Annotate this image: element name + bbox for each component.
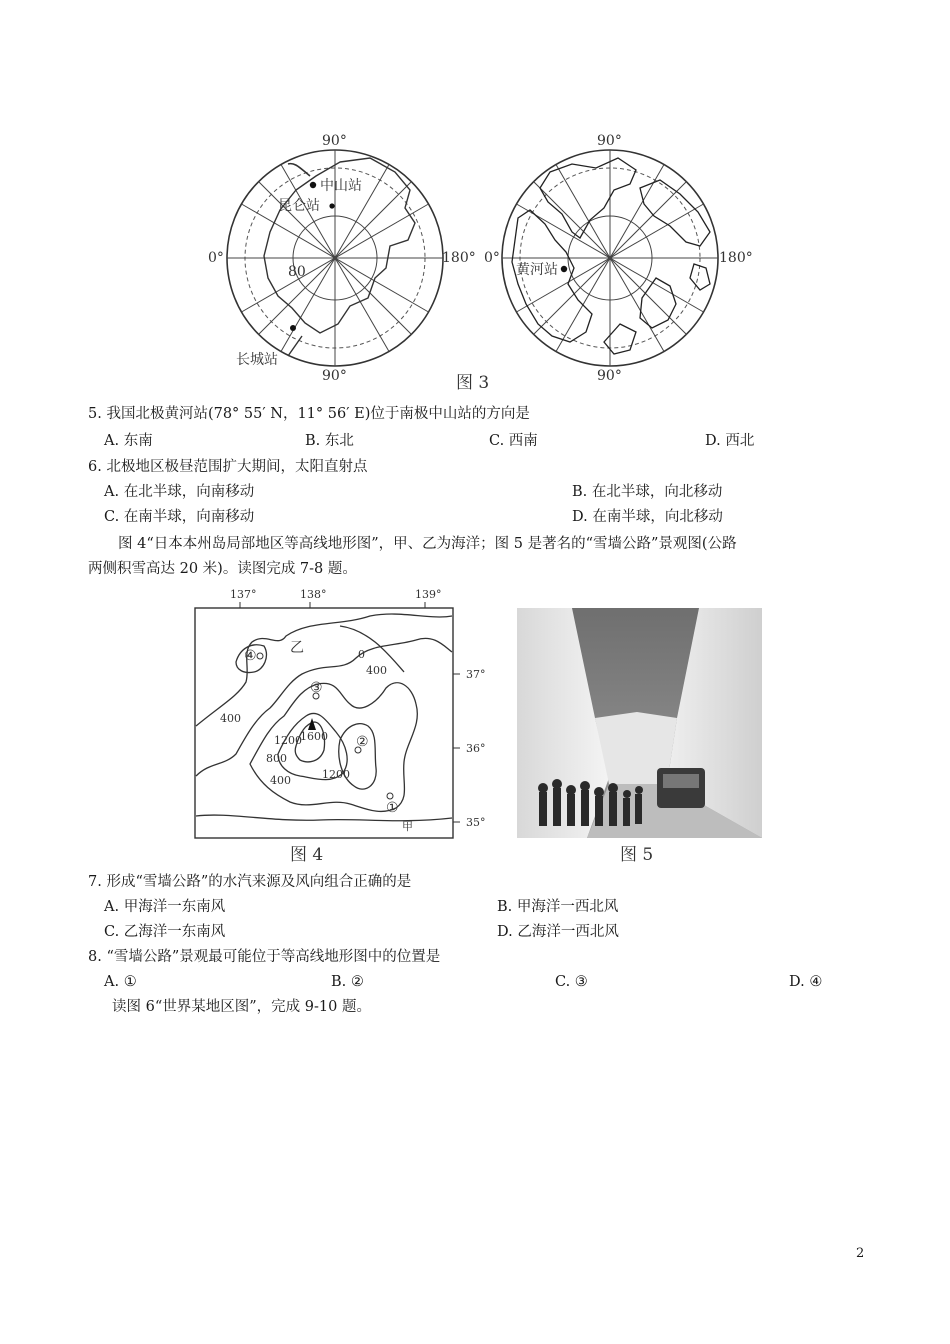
point-3: ③ [310, 680, 323, 696]
question-6-stem: 6. 北极地区极昼范围扩大期间，太阳直射点 [88, 459, 368, 475]
question-7-option-b: B. 甲海洋一西北风 [497, 899, 619, 915]
contour-label-1600: 1600 [300, 730, 328, 743]
zhongshan-station-label: 中山站 [320, 178, 362, 194]
arctic-polar-map [484, 133, 753, 384]
figure-4-caption: 图 4 [290, 845, 324, 865]
intro-7-8-line-1: 图 4“日本本州岛局部地区等高线地形图”，甲、乙为海洋；图 5 是著名的“雪墙公路”景观图(公路 [118, 536, 737, 552]
contour-label-400-north: 400 [366, 664, 387, 677]
question-6-option-a: A. 在北半球，向南移动 [104, 484, 255, 500]
contour-label-400-south: 400 [270, 774, 291, 787]
kunlun-station-dot [329, 203, 334, 208]
contour-label-0: 0 [358, 648, 365, 661]
question-7-option-d: D. 乙海洋一西北风 [497, 924, 619, 940]
lon-label-138: 138° [300, 588, 327, 601]
question-5-stem: 5. 我国北极黄河站(78° 55′ N，11° 56′ E)位于南极中山站的方向是 [88, 406, 530, 422]
question-6-option-d: D. 在南半球，向北移动 [572, 509, 723, 525]
figure-4 [190, 586, 500, 842]
question-7-option-a: A. 甲海洋一东南风 [104, 899, 226, 915]
question-7-stem: 7. 形成“雪墙公路”的水汽来源及风向组合正确的是 [88, 874, 412, 890]
left-map-lat-label: 80 [288, 264, 306, 280]
right-map-bottom-label: 90° [597, 368, 622, 384]
changcheng-station-label: 长城站 [236, 352, 278, 368]
antarctic-polar-map [208, 133, 476, 384]
changcheng-station-dot [290, 325, 296, 331]
question-8-option-c: C. ③ [555, 974, 588, 990]
figure-5-caption: 图 5 [620, 845, 654, 865]
question-5-option-a: A. 东南 [104, 433, 153, 449]
left-map-left-label: 0° [208, 250, 224, 266]
point-1: ① [386, 800, 399, 816]
huanghe-station-label: 黄河站 [516, 262, 558, 278]
zhongshan-station-dot [310, 182, 316, 188]
left-map-top-label: 90° [322, 133, 347, 149]
contour-label-800: 800 [266, 752, 287, 765]
right-map-left-label: 0° [484, 250, 500, 266]
right-map-right-label: 180° [719, 250, 753, 266]
question-8-option-d: D. ④ [789, 974, 823, 990]
kunlun-station-label: 昆仑站 [278, 198, 320, 214]
question-8-option-b: B. ② [331, 974, 364, 990]
contour-label-1200-east: 1200 [322, 768, 350, 781]
page-number: 2 [856, 1246, 865, 1261]
lat-label-35: 35° [466, 816, 486, 829]
right-map-top-label: 90° [597, 133, 622, 149]
question-6-option-c: C. 在南半球，向南移动 [104, 509, 255, 525]
sea-north-label: 乙 [290, 640, 304, 656]
question-6-option-b: B. 在北半球，向北移动 [572, 484, 723, 500]
huanghe-station-dot [561, 266, 567, 272]
question-5-option-d: D. 西北 [705, 433, 755, 449]
question-5-option-b: B. 东北 [305, 433, 354, 449]
point-2: ② [356, 734, 369, 750]
lat-label-37: 37° [466, 668, 486, 681]
lon-label-139: 139° [415, 588, 442, 601]
contour-label-1200-west: 1200 [274, 734, 302, 747]
contour-label-400-west: 400 [220, 712, 241, 725]
intro-9-10: 读图 6“世界某地区图”，完成 9-10 题。 [112, 999, 371, 1015]
left-map-bottom-label: 90° [322, 368, 347, 384]
figure-3-caption: 图 3 [456, 373, 490, 393]
point-4: ④ [244, 648, 257, 664]
sea-south-label: 甲 [402, 820, 413, 833]
intro-7-8-line-2: 两侧积雪高达 20 米)。读图完成 7-8 题。 [88, 561, 357, 577]
lon-label-137: 137° [230, 588, 257, 601]
question-8-stem: 8. “雪墙公路”景观最可能位于等高线地形图中的位置是 [88, 949, 441, 965]
question-8-option-a: A. ① [104, 974, 137, 990]
figure-3 [200, 128, 760, 398]
question-5-option-c: C. 西南 [489, 433, 538, 449]
figure-5-snow-wall-photo [517, 608, 762, 838]
lat-label-36: 36° [466, 742, 486, 755]
question-7-option-c: C. 乙海洋一东南风 [104, 924, 226, 940]
left-map-right-label: 180° [442, 250, 476, 266]
